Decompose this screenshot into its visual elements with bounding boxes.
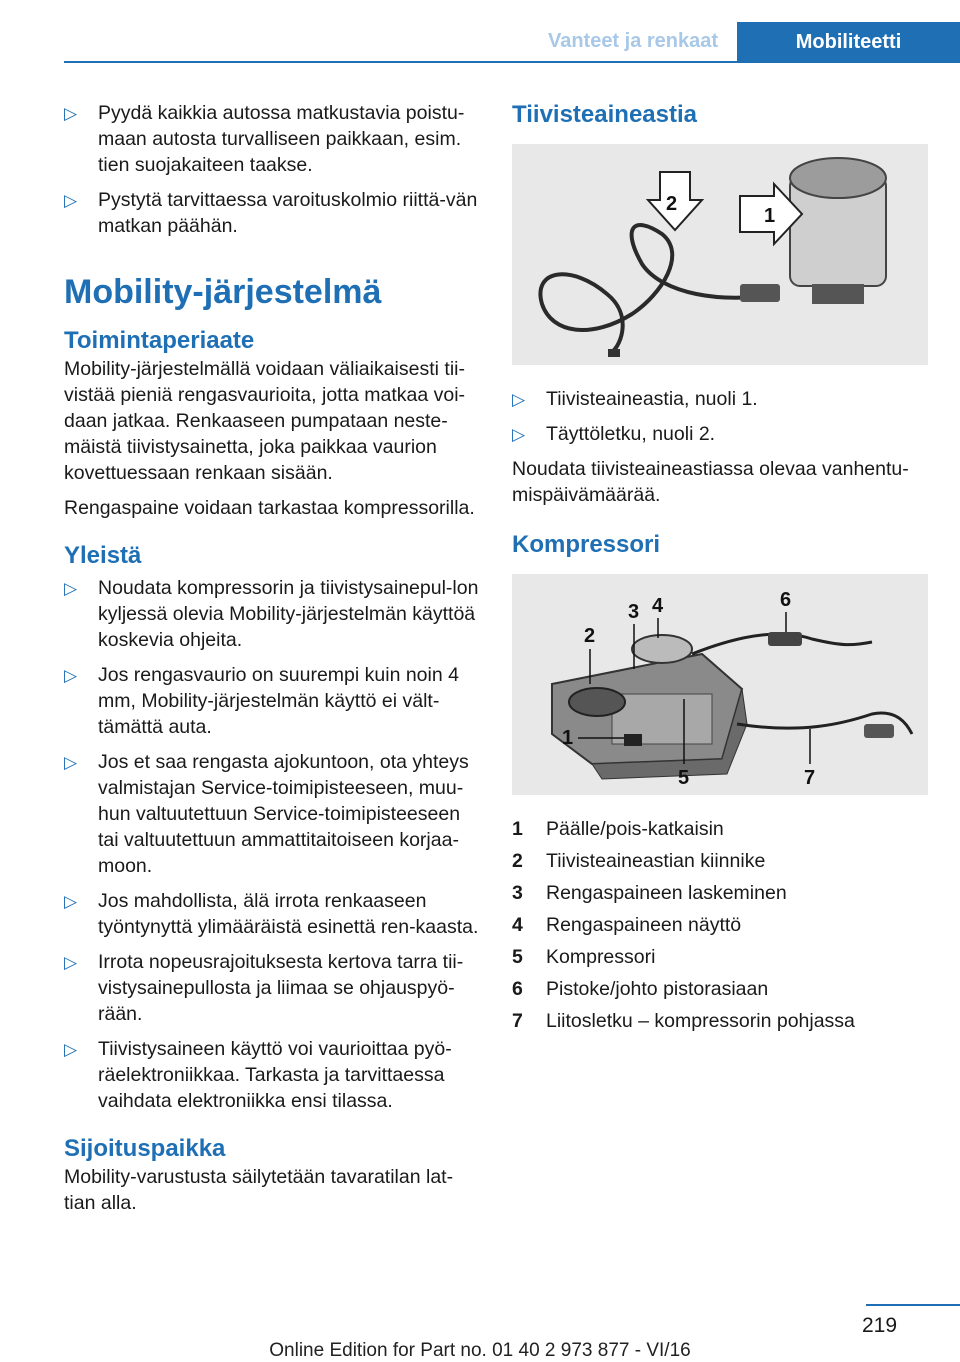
list-item: [64, 888, 482, 940]
canister-holder: [569, 688, 625, 716]
header-tab-section[interactable]: Vanteet ja renkaat: [547, 30, 719, 52]
triangle-bullet-icon: ▷: [64, 953, 78, 972]
list-item: [64, 662, 482, 740]
on-off-switch: [624, 734, 642, 746]
legend-text: Pistoke/johto pistorasiaan: [546, 978, 769, 1000]
list-item: [64, 100, 482, 178]
subheading-container: Tiivisteaineastia: [512, 101, 697, 128]
triangle-bullet-icon: ▷: [512, 425, 526, 444]
legend-number: 4: [512, 914, 523, 936]
legend-number: 2: [512, 850, 523, 872]
hose-fitting: [740, 284, 780, 302]
list-item: [512, 421, 932, 447]
sealant-container-figure: [512, 144, 928, 365]
triangle-bullet-icon: ▷: [512, 390, 526, 409]
legend-text: Päälle/pois-katkaisin: [546, 818, 724, 840]
list-item: [512, 386, 932, 412]
paragraph-location: Mobility-varustusta säilytetään tavaratilan lat-tian alla.: [64, 1166, 454, 1214]
legend-row: [512, 912, 932, 938]
subheading-location: Sijoituspaikka: [64, 1135, 226, 1162]
header-tab-active[interactable]: Mobiliteetti: [737, 22, 960, 62]
page-number: 219: [862, 1314, 898, 1337]
legend-text: Kompressori: [546, 946, 656, 968]
triangle-bullet-icon: ▷: [64, 1040, 78, 1059]
list-item: [64, 187, 482, 239]
list-item: [64, 949, 482, 1027]
legend-text: Rengaspaineen laskeminen: [546, 882, 787, 904]
hose-end: [608, 349, 620, 357]
left-column: [64, 100, 482, 1225]
triangle-bullet-icon: ▷: [64, 104, 78, 123]
legend-number: 7: [512, 1010, 523, 1032]
callout-label: 2: [666, 193, 678, 215]
subheading-general: Yleistä: [64, 542, 142, 569]
list-item-text: Noudata kompressorin ja tiivistysainepul-lon kyljessä olevia Mobility-järjestelmän käyttöä koskevia ohjeita.: [98, 577, 479, 651]
list-item-text: Jos mahdollista, älä irrota renkaaseen työntynyttä ylimääräistä esinettä ren-kaasta.: [98, 890, 479, 938]
subheading-principle: Toimintaperiaate: [64, 327, 255, 354]
list-item-text: Tiivistysaineen käyttö voi vaurioittaa pyö-räelektroniikkaa. Tarkasta ja tarvittaessa vaihdata elektroniikka ensi tilassa.: [98, 1038, 452, 1112]
list-item: [64, 575, 482, 653]
list-item: [64, 1036, 482, 1114]
legend-row: [512, 816, 932, 842]
canister-valve: [812, 284, 864, 304]
list-item-text: Tiivisteaineastia, nuoli 1.: [546, 388, 758, 410]
legend-number: 1: [512, 818, 523, 840]
callout-label: 1: [562, 727, 574, 749]
list-item-text: Täyttöletku, nuoli 2.: [546, 423, 716, 445]
canister-cap: [790, 158, 886, 198]
legend-text: Tiivisteaineastian kiinnike: [546, 850, 766, 872]
subheading-compressor: Kompressori: [512, 531, 661, 558]
callout-label: 2: [584, 625, 596, 647]
list-item-text: Jos et saa rengasta ajokuntoon, ota yhteys valmistajan Service-toimipisteeseen, muu-hun valtuutettuun Service-toimipisteeseen tai valtuutettuun ammattitaitoiseen korjaa-moon.: [98, 751, 469, 877]
callout-label: 1: [764, 205, 776, 227]
callout-label: 7: [804, 767, 816, 789]
list-item: [64, 749, 482, 879]
triangle-bullet-icon: ▷: [64, 579, 78, 598]
callout-label: 6: [780, 589, 792, 611]
power-plug: [768, 632, 802, 646]
pressure-gauge: [632, 635, 692, 663]
legend-number: 5: [512, 946, 523, 968]
legend-number: 3: [512, 882, 523, 904]
callout-label: 4: [652, 595, 664, 617]
header-rule: [64, 61, 960, 63]
list-item-text: Irrota nopeusrajoituksesta kertova tarra tii-vistysainepullosta ja liimaa se ohjauspyö-rään.: [98, 951, 464, 1025]
right-column: [512, 100, 932, 1040]
triangle-bullet-icon: ▷: [64, 666, 78, 685]
legend-row: [512, 848, 932, 874]
legend-row: [512, 976, 932, 1002]
legend-number: 6: [512, 978, 523, 1000]
list-item-text: Jos rengasvaurio on suurempi kuin noin 4 mm, Mobility-järjestelmän käyttö ei vält-tämättä auta.: [98, 664, 459, 738]
legend-row: [512, 1008, 932, 1034]
triangle-bullet-icon: ▷: [64, 753, 78, 772]
paragraph-pressure: Rengaspaine voidaan tarkastaa kompressorilla.: [64, 497, 475, 519]
section-title: Mobility-järjestelmä: [64, 273, 382, 311]
legend-text: Rengaspaineen näyttö: [546, 914, 742, 936]
compressor-figure: [512, 574, 928, 795]
triangle-bullet-icon: ▷: [64, 191, 78, 210]
callout-label: 3: [628, 601, 640, 623]
callout-label: 5: [678, 767, 690, 789]
hose-connector: [864, 724, 894, 738]
legend-row: [512, 944, 932, 970]
footer-edition: Online Edition for Part no. 01 40 2 973 877 - VI/16: [269, 1340, 691, 1361]
paragraph-expiry: Noudata tiivisteaineastiassa olevaa vanhentu-mispäivämäärää.: [512, 458, 909, 506]
list-item-text: Pyydä kaikkia autossa matkustavia poistu-maan autosta turvalliseen paikkaan, esim. tien suojakaiteen taakse.: [98, 102, 465, 176]
triangle-bullet-icon: ▷: [64, 892, 78, 911]
legend-text: Liitosletku – kompressorin pohjassa: [546, 1010, 855, 1032]
list-item-text: Pystytä tarvittaessa varoituskolmio riittä-vän matkan päähän.: [98, 189, 478, 237]
footer-rule: [866, 1304, 960, 1306]
paragraph-principle: Mobility-järjestelmällä voidaan väliaikaisesti tii-vistää pieniä rengasvaurioita, jotta matkaa voi-daan jatkaa. Renkaaseen pumpataan neste-mäistä tiivistysainetta, joka paikkaa vaurion kovettuessaan renkaan sisään.: [64, 358, 466, 484]
legend-row: [512, 880, 932, 906]
